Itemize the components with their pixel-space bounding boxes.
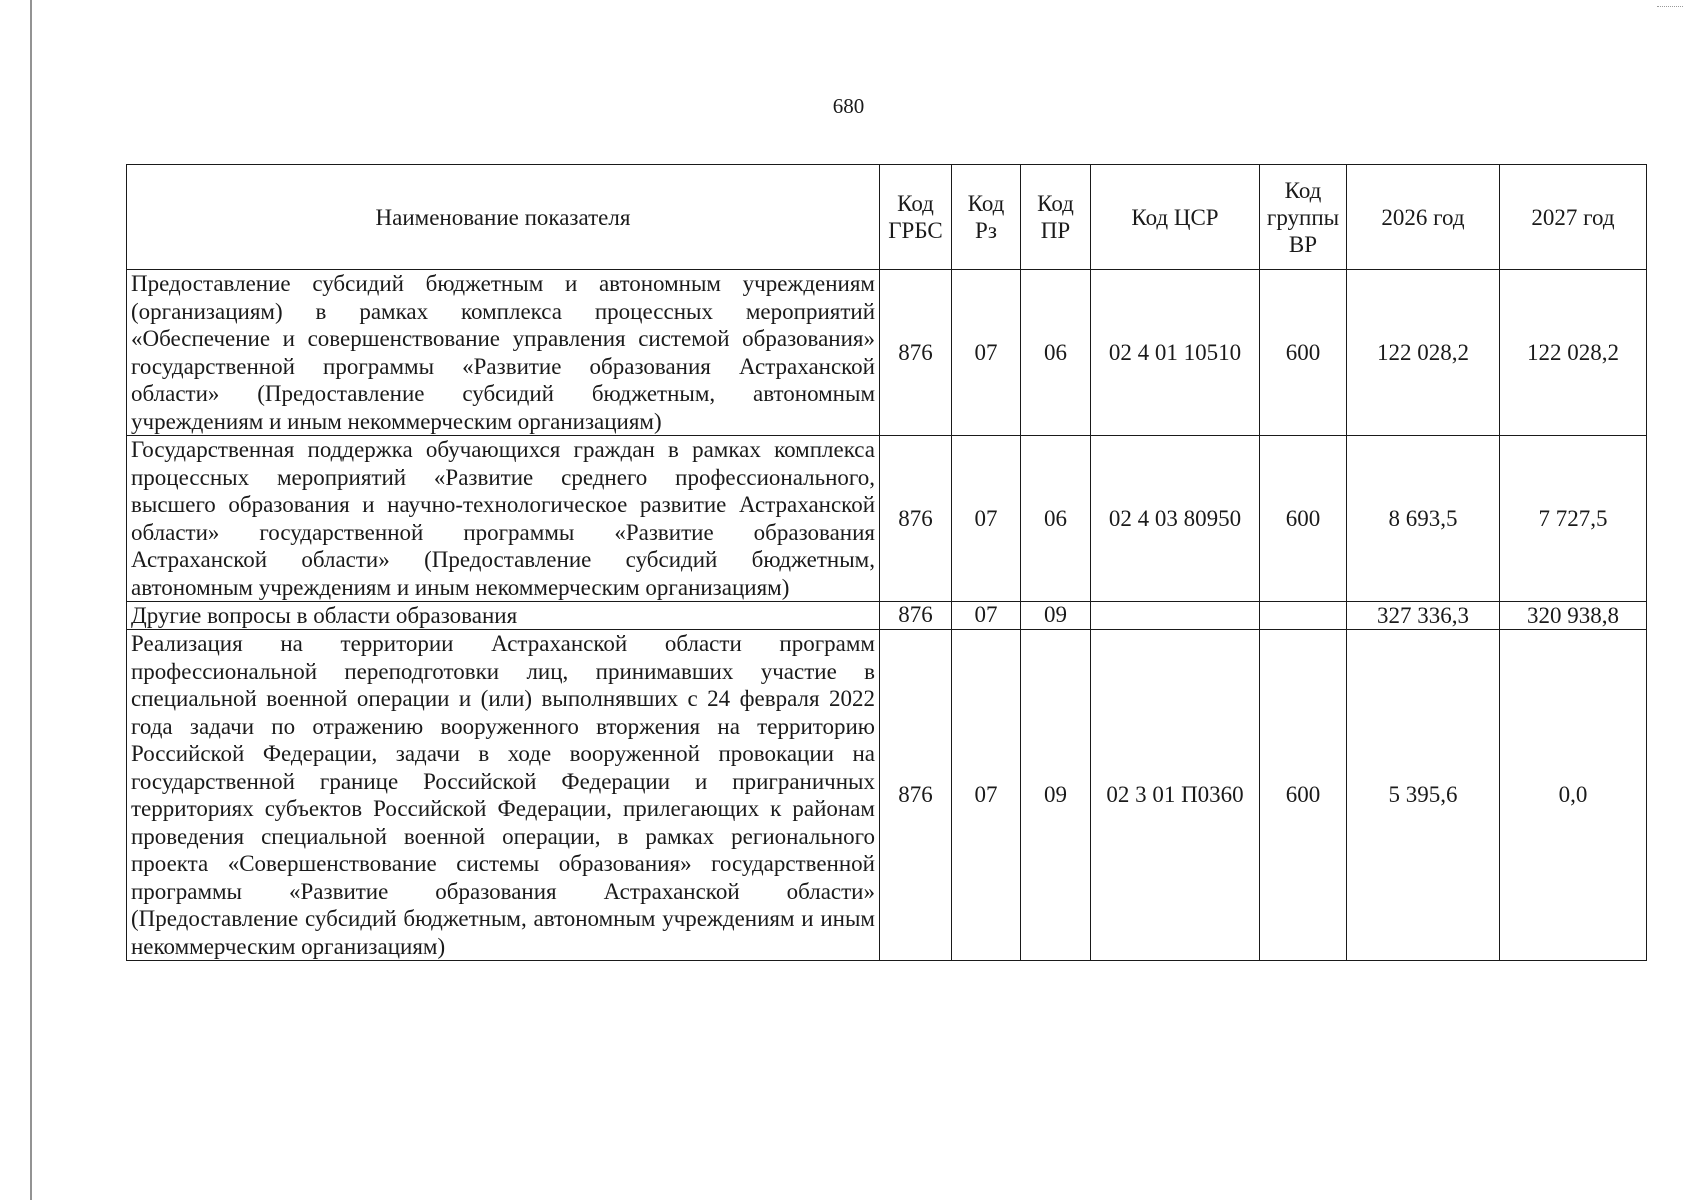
row-name: Предоставление субсидий бюджетным и автономным учреждениям (организациям) в рамках комплекса процессных мероприятий «Обеспечение и совершенствование управления системой образования» государственной программы «Развитие образования Астраханской области» (Предоставление субсидий бюджетным, автономным учреждениям и иным некоммерческим организациям) bbox=[127, 270, 880, 436]
header-pr: Код ПР bbox=[1021, 165, 1091, 270]
row-vr: 600 bbox=[1260, 270, 1347, 436]
scan-edge-line bbox=[30, 0, 32, 1200]
row-pr: 06 bbox=[1021, 436, 1091, 602]
row-vr: 600 bbox=[1260, 630, 1347, 961]
header-vr: Код группы ВР bbox=[1260, 165, 1347, 270]
table-row-group bbox=[127, 602, 1647, 630]
row-2026: 5 395,6 bbox=[1347, 630, 1500, 961]
row-vr: 600 bbox=[1260, 436, 1347, 602]
row-csr: 02 4 01 10510 bbox=[1091, 270, 1260, 436]
row-2026: 327 336,3 bbox=[1347, 602, 1500, 630]
row-2026: 8 693,5 bbox=[1347, 436, 1500, 602]
row-pr: 06 bbox=[1021, 270, 1091, 436]
header-2027: 2027 год bbox=[1500, 165, 1647, 270]
row-name: Государственная поддержка обучающихся граждан в рамках комплекса процессных мероприятий «Развитие среднего профессионального, высшего образования и научно-технологическое развитие Астраханской области» государственной программы «Развитие образования Астраханской области» (Предоставление субсидий бюджетным, автономным учреждениям и иным некоммерческим организациям) bbox=[127, 436, 880, 602]
row-grbs: 876 bbox=[880, 270, 952, 436]
row-2027: 320 938,8 bbox=[1500, 602, 1647, 630]
row-csr: 02 3 01 П0360 bbox=[1091, 630, 1260, 961]
row-rz: 07 bbox=[952, 602, 1021, 630]
row-grbs: 876 bbox=[880, 602, 952, 630]
row-name: Реализация на территории Астраханской области программ профессиональной переподготовки лиц, принимавших участие в специальной военной операции и (или) выполнявших с 24 февраля 2022 года задачи по отражению вооруженного вторжения на территорию Российской Федерации, задачи в ходе вооруженной провокации на государственной границе Российской Федерации и приграничных территориях субъектов Российской Федерации, прилегающих к районам проведения специальной военной операции, в рамках регионального проекта «Совершенствование системы образования» государственной программы «Развитие образования Астраханской области» (Предоставление субсидий бюджетным, автономным учреждениям и иным некоммерческим организациям) bbox=[127, 630, 880, 961]
row-pr: 09 bbox=[1021, 602, 1091, 630]
header-2026: 2026 год bbox=[1347, 165, 1500, 270]
row-rz: 07 bbox=[952, 436, 1021, 602]
row-rz: 07 bbox=[952, 630, 1021, 961]
row-csr: 02 4 03 80950 bbox=[1091, 436, 1260, 602]
table-row bbox=[127, 436, 1647, 602]
header-grbs: Код ГРБС bbox=[880, 165, 952, 270]
row-vr bbox=[1260, 602, 1347, 630]
header-csr: Код ЦСР bbox=[1091, 165, 1260, 270]
header-rz: Код Рз bbox=[952, 165, 1021, 270]
budget-table bbox=[126, 164, 1647, 961]
row-2027: 7 727,5 bbox=[1500, 436, 1647, 602]
row-grbs: 876 bbox=[880, 630, 952, 961]
row-rz: 07 bbox=[952, 270, 1021, 436]
row-pr: 09 bbox=[1021, 630, 1091, 961]
header-name: Наименование показателя bbox=[127, 165, 880, 270]
scan-artifact bbox=[1657, 6, 1683, 7]
row-2027: 122 028,2 bbox=[1500, 270, 1647, 436]
table-row bbox=[127, 270, 1647, 436]
table-header-row bbox=[127, 165, 1647, 270]
row-grbs: 876 bbox=[880, 436, 952, 602]
row-2026: 122 028,2 bbox=[1347, 270, 1500, 436]
row-2027: 0,0 bbox=[1500, 630, 1647, 961]
row-name: Другие вопросы в области образования bbox=[127, 602, 880, 630]
page-number: 680 bbox=[832, 94, 865, 118]
table-row bbox=[127, 630, 1647, 961]
row-csr bbox=[1091, 602, 1260, 630]
